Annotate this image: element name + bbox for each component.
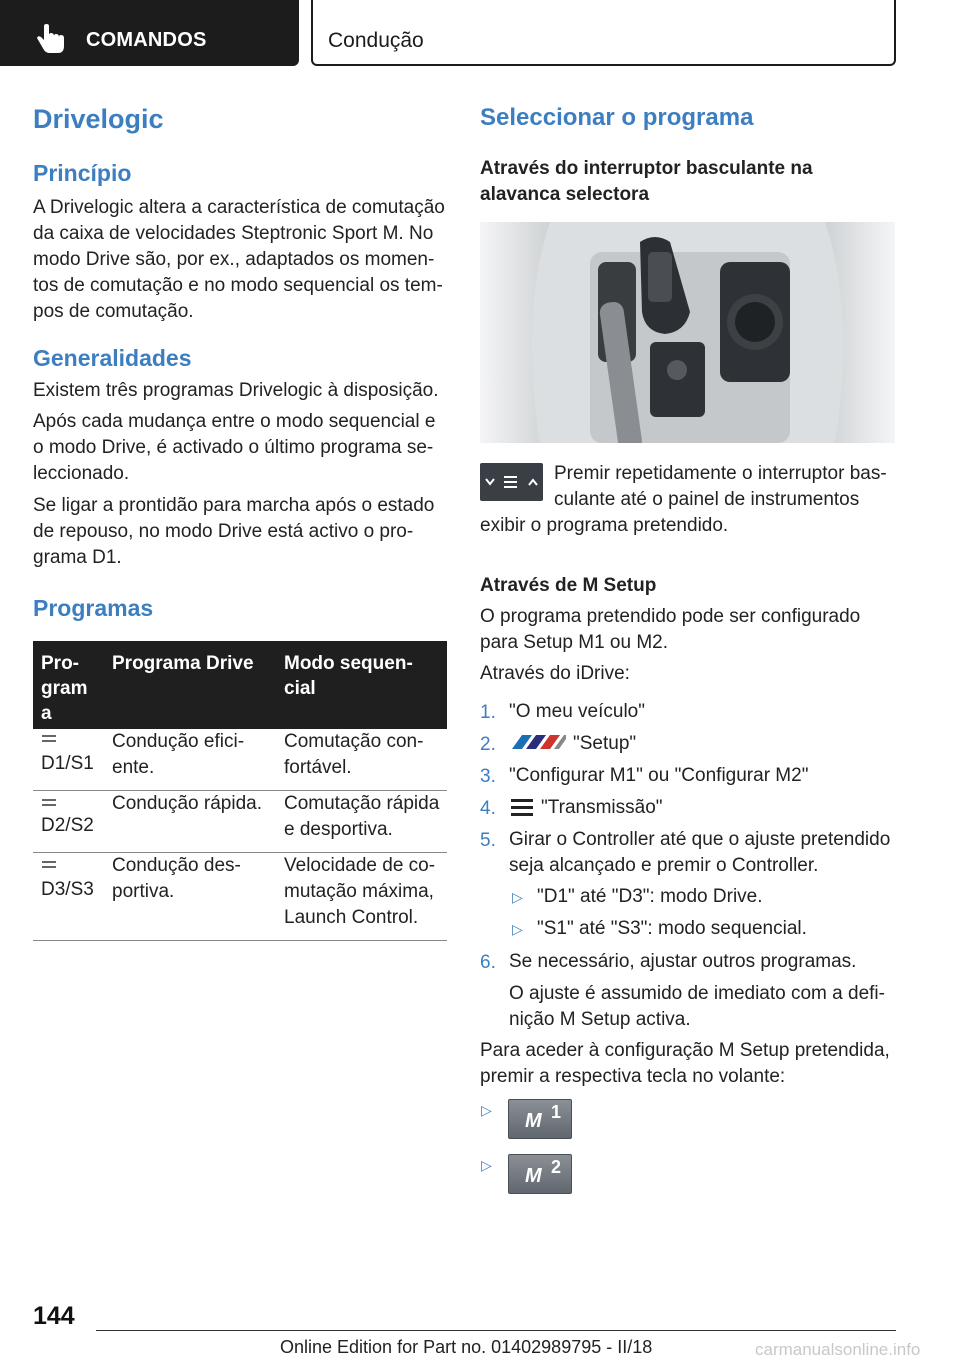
step-text: Se necessário, ajustar outros programas. <box>509 951 857 972</box>
cell-drive: Condução des‐ portiva. <box>112 855 241 902</box>
program-bars-icon <box>42 799 58 811</box>
step-note: O ajuste é assumido de imediato com a defi‐ nição M Setup activa. <box>509 983 885 1030</box>
rocker-instruction-b: exibir o programa pretendido. <box>480 515 729 536</box>
console-illustration <box>480 222 895 443</box>
right-title: Seleccionar o programa <box>480 104 754 131</box>
bullet-triangle-icon: ▷ <box>512 889 523 905</box>
heading-principio: Princípio <box>33 160 132 186</box>
generalidades-p1: Existem três programas Drivelogic à disposição. <box>33 380 439 401</box>
text-line: da caixa de velocidades Steptronic Sport M. No <box>33 223 434 244</box>
table-row <box>33 791 447 853</box>
heading-programas: Programas <box>33 595 154 621</box>
m-stripes-icon <box>508 735 566 749</box>
step-text: "Setup" <box>573 733 637 754</box>
step-number: 3. <box>480 766 496 787</box>
text-line: modo Drive são, por ex., adaptados os momen‐ <box>33 249 435 270</box>
text-line: tos de comutação e no modo sequencial os tem‐ <box>33 275 443 296</box>
watermark: carmanualsonline.info <box>755 1340 921 1359</box>
cell-program: D2/S2 <box>41 815 94 836</box>
footer-edition: Online Edition for Part no. 01402989795 - II/18 <box>280 1337 653 1357</box>
bullet-text: "D1" até "D3": modo Drive. <box>537 886 763 907</box>
bullet-triangle-icon: ▷ <box>481 1102 492 1118</box>
m1-key-icon: M 1 <box>508 1099 572 1139</box>
step-text: "Configurar M1" ou "Configurar M2" <box>509 765 809 786</box>
step-text: Girar o Controller até que o ajuste pretendido seja alcançado e premir o Controller. <box>509 829 891 876</box>
hand-pointer-icon <box>34 24 68 54</box>
text-line: A Drivelogic altera a característica de comutação <box>33 197 445 218</box>
page-title: Drivelogic <box>33 104 164 134</box>
cell-drive: Condução efici‐ ente. <box>112 731 245 778</box>
bullet-triangle-icon: ▷ <box>481 1157 492 1173</box>
text-line: Após cada mudança entre o modo sequencial e <box>33 411 436 432</box>
chapter-label: COMANDOS <box>86 29 207 51</box>
text-line: grama D1. <box>33 547 122 568</box>
text-line: de repouso, no modo Drive está activo o pro‐ <box>33 521 414 542</box>
cell-sequential: Velocidade de co‐ mutação máxima, Launch Control. <box>284 855 436 928</box>
text-line: pos de comutação. <box>33 301 194 322</box>
cell-program: D3/S3 <box>41 879 94 900</box>
footer-divider <box>96 1330 896 1331</box>
table-row <box>33 853 447 941</box>
step-number: 4. <box>480 798 496 819</box>
section-header <box>311 0 896 66</box>
heading-generalidades: Generalidades <box>33 345 192 371</box>
generalidades-p2 <box>33 409 447 487</box>
program-bars-icon <box>42 735 58 747</box>
generalidades-p3 <box>33 493 447 571</box>
bullet-text: "S1" até "S3": modo sequencial. <box>537 918 807 939</box>
program-bars-icon <box>42 861 58 873</box>
mode-rocker-switch-icon <box>480 463 543 501</box>
idrive-label: Através do iDrive: <box>480 663 630 684</box>
section-label: Condução <box>328 29 424 52</box>
step-text: "Transmissão" <box>541 797 663 818</box>
table-row <box>33 729 447 791</box>
transmission-icon <box>511 797 533 817</box>
step-number: 1. <box>480 702 496 723</box>
bullet-triangle-icon: ▷ <box>512 921 523 937</box>
step-text: "O meu veículo" <box>509 701 645 722</box>
subheading-msetup: Através de M Setup <box>480 575 657 596</box>
step-number: 6. <box>480 952 496 973</box>
table-header <box>33 641 447 729</box>
text-line: Se ligar a prontidão para marcha após o estado <box>33 495 435 516</box>
col-header-drive: Programa Drive <box>112 653 254 674</box>
step-number: 2. <box>480 734 496 755</box>
cell-drive: Condução rápida. <box>112 793 262 814</box>
msetup-text: O programa pretendido pode ser configurado para Setup M1 ou M2. <box>480 606 861 653</box>
text-line: o modo Drive, é activado o último programa se‐ <box>33 437 434 458</box>
subheading-rocker: Através do interruptor basculante na alavanca selectora <box>480 158 813 205</box>
cell-sequential: Comutação con‐ fortável. <box>284 731 424 778</box>
principio-text <box>33 195 447 325</box>
col-header-program: Pro‐ gram a <box>41 653 88 724</box>
step-number: 5. <box>480 830 496 851</box>
gear-selector-console-photo <box>480 222 895 443</box>
page-number: 144 <box>33 1302 75 1330</box>
rocker-instruction-a: Premir repetidamente o interruptor bas‐ culante até o painel de instrumentos <box>554 463 887 510</box>
chapter-tab <box>0 0 299 66</box>
text-line: leccionado. <box>33 463 130 484</box>
programs-table <box>33 641 447 941</box>
col-header-sequential: Modo sequen‐ cial <box>284 653 413 699</box>
cell-sequential: Comutação rápida e desportiva. <box>284 793 440 840</box>
cell-program: D1/S1 <box>41 753 94 774</box>
m2-key-icon: M 2 <box>508 1154 572 1194</box>
volante-text: Para aceder à configuração M Setup pretendida, premir a respectiva tecla no volante: <box>480 1040 890 1087</box>
